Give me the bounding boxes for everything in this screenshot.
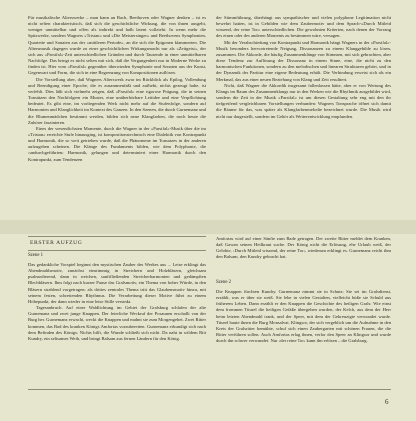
paragraph: Tagesanbruch. Auf einer Waldlichtung im Gebiet der Gralsburg schlafen der alte Gurnemanz und zwei junge Knappen. Der feierliche Weckruf der Posaunen erschallt von der Burg her. Gurnemanz erwacht, weckt die Knappen und mahnt sie zum Morgengebet. Zwei Ritter kommen, das Bad des kranken Königs Amfortas vorzubereiten. Gurnemanz erkundigt sich nach dem Befinden des Königs: Nichts hilft, die Wunde schließt sich nicht. Da naht in wildem Ritt Kundry, ein seltsames Weib, und bringt Balsam aus fernen Ländern für den König. [28, 305, 206, 341]
section-divider-band [0, 220, 416, 234]
paragraph: Die Knappen fürchten Kundry. Gurnemanz nimmt sie in Schutz: Sie sei im Gralsdienst, erzählt, was er über sie weiß. Sie lebe in vielen Gestalten, vielleicht büße sie Schuld aus früherem Leben. Dann erzählt er den Knappen die Geschichte des heiligen Grals: Wie einst dem frommen Titurel die heiligen Gefäße übergeben wurden, der Kelch, aus dem der Herr beim letzten Abendmahl trank, und der Speer, mit dem der Gekreuzigte verwundet wurde. Titurel baute ihnen die Burg Monsalvat. Klingsor, der sich vergeblich um die Aufnahme in den Kreis der Gralsritter bemühte, schuf sich einen Zaubergarten mit schönen Frauen, die die Ritter verführen sollen. Auch Amfortas erlag ihnen, verlor den Speer an Klingsor und wurde durch ihn schwer verwundet. Nur ›der reine Tor‹ kann ihn erlösen – die Gralsburg. [216, 289, 391, 344]
top-right-column [216, 15, 391, 214]
bottom-right-intro-column [216, 236, 391, 276]
bottom-right-column [216, 289, 391, 385]
paragraph: Eines der wesentlichsten Momente, durch die Wagner in der »Parsifal«-Musik über die im »Tristan« erreichte Stufe hinausging, ist kompositionstechnisch eine Dialektik von Kontrapunkt und Harmonik, die so weit getrieben wurde, daß die Phänomene im Tonsatzes in der anderen aufzugehen scheinen. Die Klänge des Fundaments bilden, wie dem Polyphonie, die ›undurchgeführten‹ Harmonik, gelungen und determiniert einer Harmonik durch den Kontrapunkt, zum Tendenzen [28, 125, 206, 162]
paragraph: Nicht, daß Wagner die Akkordik insgesamt fallenlassen hätte, aber er von Wertung des Klangs im Raum des Zusammenklangs nur in den Werken wie die Rhythmik ausgebildet wird, sondern die Zeit in der Musik »Parsifal« ist um diesen Gestaltung sehr eng mit den ihr tiefgreifend vergleichbaren Vorstellungen verbunden: Wagners Tonsprache öffnet sich damit die Räume für das, was später als Klangfarbenmelodie bezeichnet wurde. Die Musik wird nicht nur dargestellt, sondern im Gehör als Weiterentwicklung empfunden. [216, 82, 391, 119]
paragraph: Amfortas wird auf einer Sänfte zum Bade getragen. Der zweite Ritter meldet dem Kranken, daß Gawan seinen Heilkraut suche. Der König nicht die Erlösung, ehe Urlaub weiß, der Gelobte, ›Durch Mitleid wissend, der reine Tor‹, wiederum erklingt es. Gurnemanz reicht ihm den Balsam, den Kundry gebracht hat. [216, 236, 391, 260]
section-heading: ERSTER AUFZUG [30, 240, 83, 246]
paragraph: Die Vorstellung aber, daß Wagners Alterswerk zwar im Rückblick als Epilog, Vollendung und Beendigung einer Epoche, die es zusammenfaßt und aufhebt, nichts gezeugt habe, ist verfehlt. Dies läßt sich vielmehr zeigen, daß »Parsifal« eine rigorose Prägung, die in seinen Tonsätzen den Nachfolgern ein Muster, eine unüberhörbare Leitidee und eine Verpflichtung bedeutet. Es gibt eine, im vorliegenden Werk nicht mehr auf die Stufenfolge, sondern auf Harmonien und Klanglichkeit im Kontext des Ganzen. In den Szenen, die durch Gurnemanz und die Blumenmädchen bestimmt werden, bilden sich neue Klangfarben, die noch heute die Zuhörer faszinieren. [28, 76, 206, 125]
top-left-column [28, 15, 206, 214]
paragraph: Mit der Verabschiedung von Kontrapunkt und Harmonik hängt Wagners in der »Parsifal«-Musik besonders hervortretende Neigung, Dissonanzen zu einem Klanggebilde zu lösen, zusammen. Die Akkorde, die häufig Zusammenklänge von Stimmen, mit sich gebrachten, aber diese Tendenz zur Auflösung der Dissonanz in einem Sinne, eine, die nicht zu den harmonischen Funktionen, sondern zu den melodischen und linearen Strukturen gehört, und in der Dynamik der Partitur eine eigene Bedeutung erhält. Die Verbindung erweist sich als ein Merkmal, das aus einer neuen Beziehung von Klang und Zeit resultiert. [216, 39, 391, 82]
page-number: 6 [385, 398, 389, 406]
scene-2-label: Szene 2 [216, 280, 232, 285]
paragraph: Das gedankliche Vorspiel beginnt den mystischen Zauber des Werkes aus ... Leise erklingt das Abendmahlsmotiv, zunächst einstimmig in Streichern und Holzbläsern, gleichsam psalmodierend, dann in weichen, sanftfließenden Streicherharmonien und gedämpften Blechbläsern. Ihm folgt nach kurzer Pause das Gralsmotiv, ein Thema von hoher Würde, in den Bläsern strahlend vorgetragen; als drittes zentrales Thema tritt das Glaubensmotiv hinzu, mit seinem festen, schreitenden Rhythmus. Die Verarbeitung dieser Motive führt zu einem Höhepunkt, der dann wieder in eine leise Stille versinkt. [28, 262, 206, 304]
section-heading-box [28, 236, 206, 251]
footer-rule [28, 389, 391, 390]
paragraph: der Stimmführung, überhängt aus sympathischer und vielen polyphone Legitimation nicht bewehrt hatten, ist in Gebilden wie dem Zaubermotiv und dem Sprach-»Durch Mitleid wissend, der reine Tor« unterschiedlichen. Die gewohnten Kriterien, nach denen der Vorrang des einen oder des anderen Moments zu bestimmen wäre, versagen. [216, 15, 391, 39]
paragraph: Für musikalische Alterswerke – man kann an Bach, Beethoven oder Wagner denken – ist es nicht selten charakteristisch, daß sich die geschichtliche Wirkung, die von ihnen ausgeht, weniger unmittelbar und offen als indirekt und halb latent vollzieht. In wenn mehr die Spitzwerke, sondern Wagners »Tristan« und »Die Meistersinger« und Beethovens Symphonien, Quartette und Sonaten aus der »mittleren Periode«, an die sich die Epigonen klammerten. Die Altersmusik dagegen wurde zu einer geschichtlichen Wirkungsmacht nur als »Zeitgeist«, der sich aus »Parsifal«-Zeit unterschiedlichen Gründen und durch Tausende in einer unmittelbaren Nachfolge. Das bringt es nicht selten mit sich, daß die Vergangenheit nur in Moderne Werke zu finden ist. Hier vom »Parsifal« gegenüber überwinden Symphonie und Sonaten aus der Kunst, Gegenwart und Form, die sich in eine Begrenzung von Kompositionen auflösen. [28, 15, 206, 76]
scene-1-label: Szene 1 [28, 253, 44, 258]
bottom-left-column [28, 262, 206, 385]
